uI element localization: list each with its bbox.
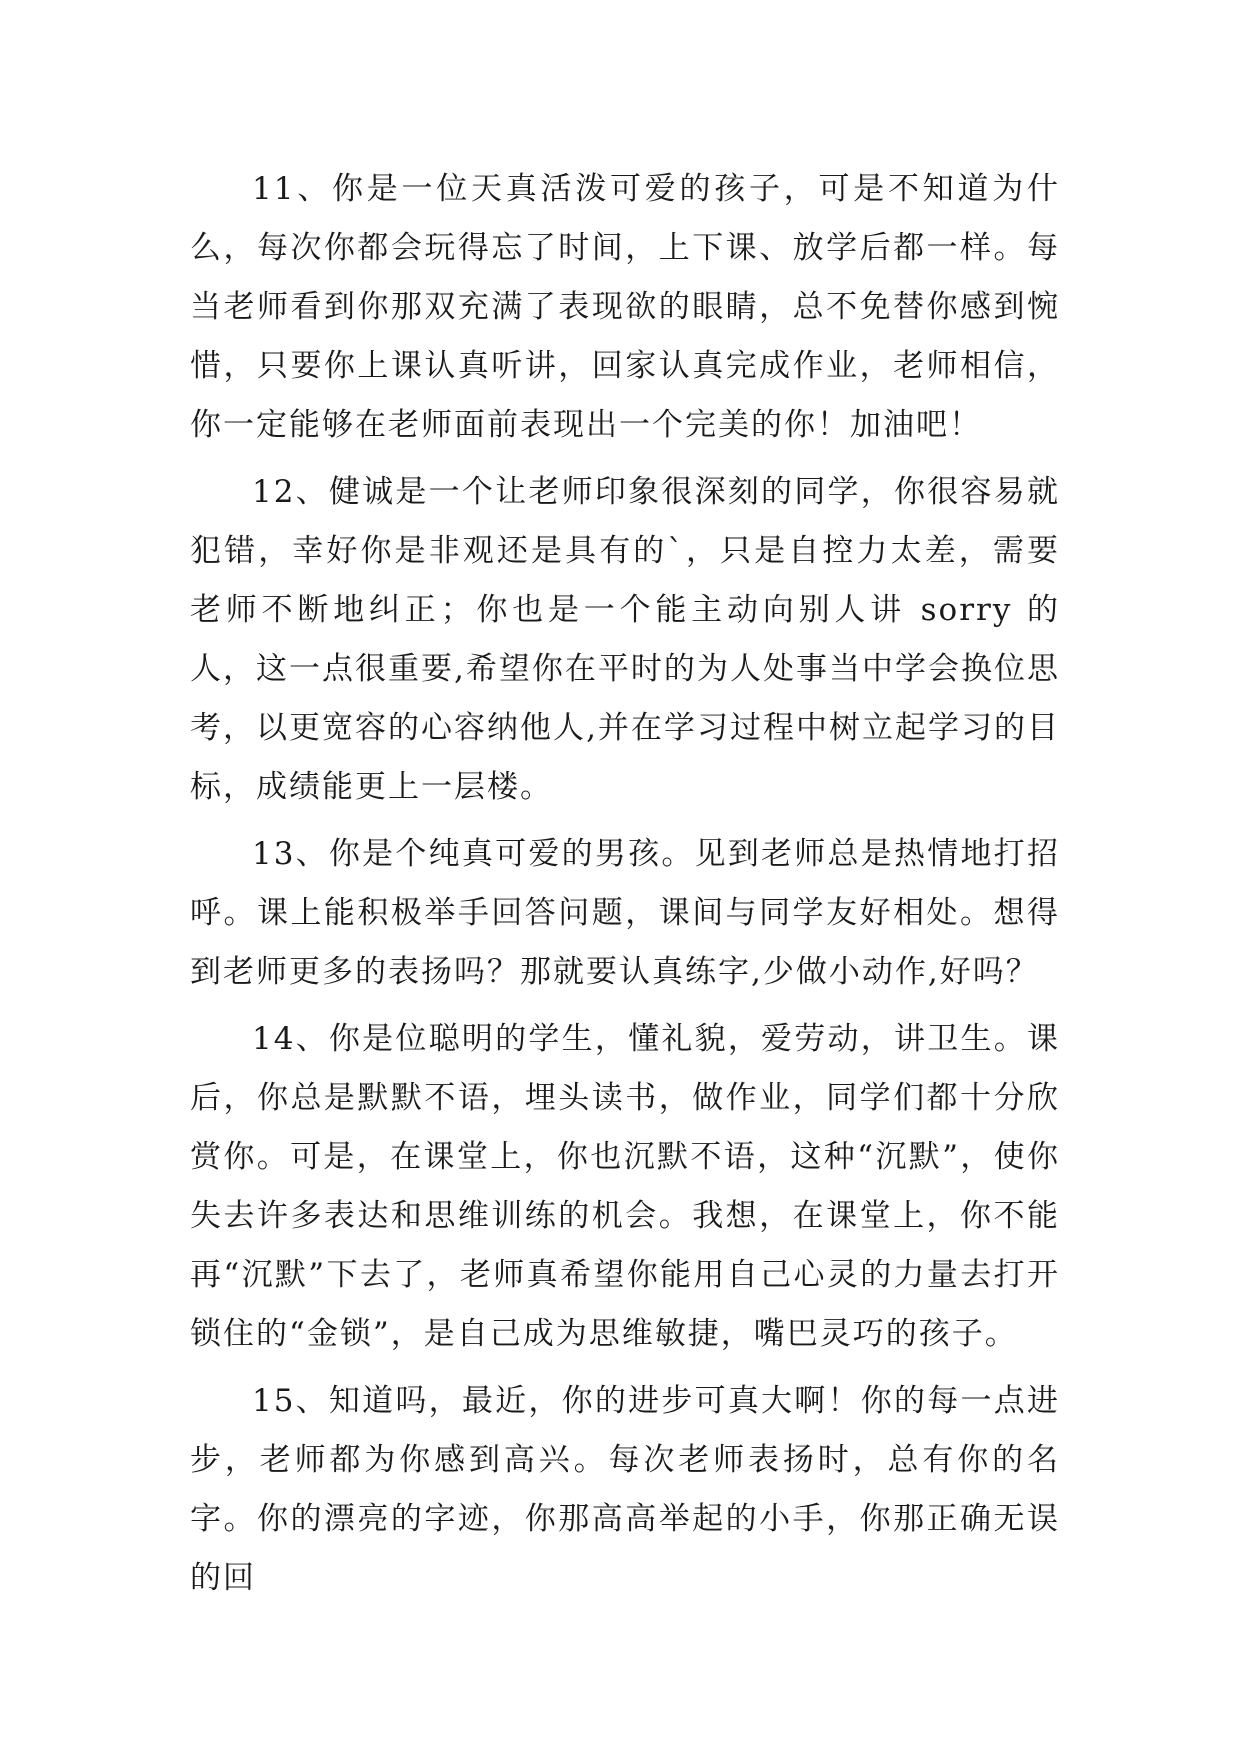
paragraph-15: 15、知道吗，最近，你的进步可真大啊！你的每一点进步，老师都为你感到高兴。每次老师表扬时，总有你的名字。你的漂亮的字迹，你那高高举起的小手，你那正确无误的回: [190, 1383, 1060, 1596]
paragraph-11: 11、你是一位天真活泼可爱的孩子，可是不知道为什么，每次你都会玩得忘了时间，上下课、放学后都一样。每当老师看到你那双充满了表现欲的眼睛，总不免替你感到惋惜，只要你上课认真听讲，回家认真完成作业，老师相信，你一定能够在老师面前表现出一个完美的你！加油吧！: [190, 171, 1060, 443]
paragraph-12: 12、健诚是一个让老师印象很深刻的同学，你很容易就犯错，幸好你是非观还是具有的`，只是自控力太差，需要老师不断地纠正；你也是一个能主动向别人讲 sorry 的人，这一点很重要,希望你在平时的为人处事当中学会换位思考，以更宽容的心容纳他人,并在学习过程中树立起学习的目标，成绩能更上一层楼。: [190, 474, 1060, 805]
document-body: [190, 160, 1060, 1616]
paragraph-14: 14、你是位聪明的学生，懂礼貌，爱劳动，讲卫生。课后，你总是默默不语，埋头读书，做作业，同学们都十分欣赏你。可是，在课堂上，你也沉默不语，这种“沉默”，使你失去许多表达和思维训练的机会。我想，在课堂上，你不能再“沉默”下去了，老师真希望你能用自己心灵的力量去打开锁住的“金锁”，是自己成为思维敏捷，嘴巴灵巧的孩子。: [190, 1021, 1060, 1352]
paragraph-13: 13、你是个纯真可爱的男孩。见到老师总是热情地打招呼。课上能积极举手回答问题，课间与同学友好相处。想得到老师更多的表扬吗？那就要认真练字,少做小动作,好吗？: [190, 836, 1060, 990]
